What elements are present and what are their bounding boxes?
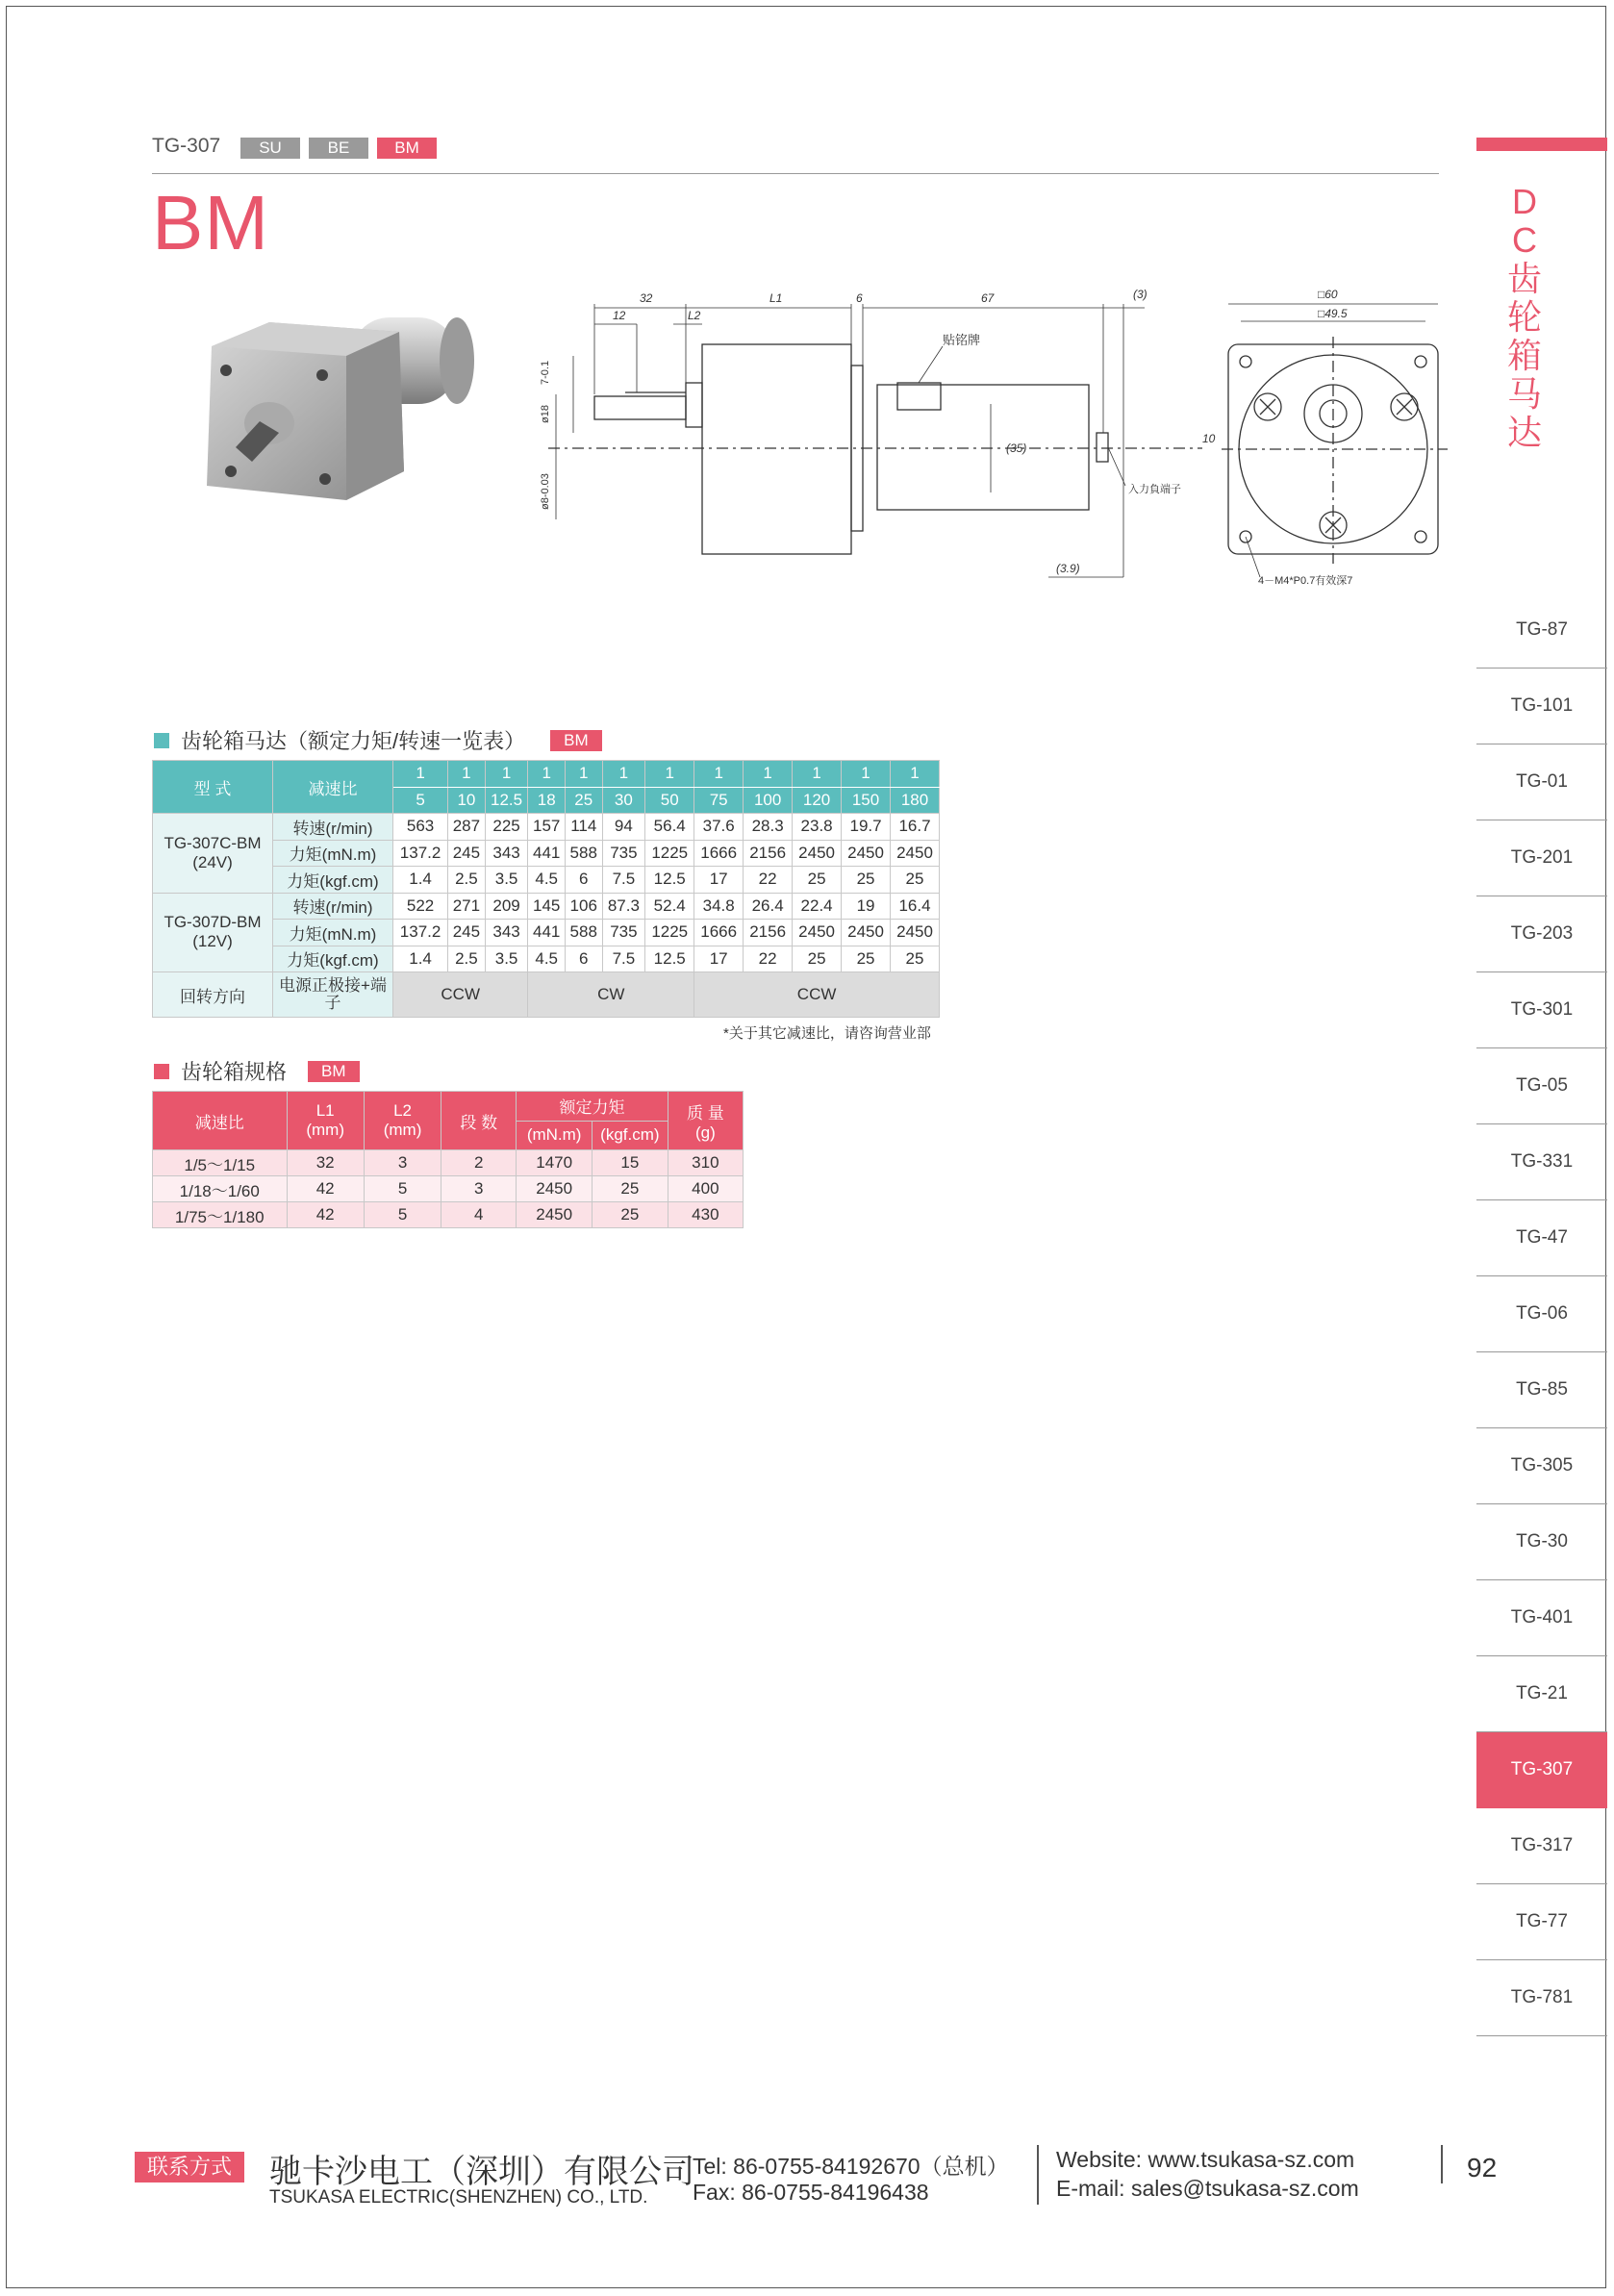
- spec-cell: 310: [668, 1150, 743, 1176]
- side-nav-item[interactable]: TG-01: [1476, 744, 1607, 820]
- col-mass: [668, 1092, 743, 1150]
- value-cell: 16.7: [891, 814, 940, 841]
- motor-end: [440, 317, 474, 404]
- page-title: BM: [152, 180, 269, 265]
- spec-cell: 1/18～1/60: [153, 1176, 288, 1202]
- spec-cell: 5: [364, 1202, 441, 1228]
- row-label: 转速(r/min): [273, 893, 393, 920]
- dim-3: (3): [1133, 288, 1147, 301]
- nameplate-label: 贴铭牌: [943, 333, 981, 347]
- side-title-char: 齿: [1506, 259, 1542, 298]
- value-cell: 735: [602, 840, 645, 867]
- direction-value: CCW: [694, 972, 940, 1018]
- shaft-tol-label: 7-0.1: [540, 360, 551, 385]
- value-cell: 25: [842, 867, 891, 894]
- cross-marks: [1260, 399, 1412, 533]
- spec-cell: 3: [364, 1150, 441, 1176]
- ratio-denominator: 180: [891, 787, 940, 814]
- spec-cell: 25: [592, 1202, 668, 1228]
- side-nav-item[interactable]: TG-05: [1476, 1048, 1607, 1124]
- dim-12: 12: [613, 309, 626, 322]
- value-cell: 12.5: [645, 946, 694, 972]
- value-cell: 145: [528, 893, 566, 920]
- side-nav-item[interactable]: TG-201: [1476, 820, 1607, 896]
- table-note: *关于其它减速比，请咨询营业部: [723, 1025, 931, 1042]
- side-nav-item[interactable]: TG-305: [1476, 1428, 1607, 1504]
- side-nav-item[interactable]: TG-87: [1476, 593, 1607, 669]
- value-cell: 271: [448, 893, 486, 920]
- spec-cell: 15: [592, 1150, 668, 1176]
- section-title-spec: [154, 1056, 360, 1086]
- col-torque: 额定力矩: [517, 1092, 668, 1122]
- tel: Tel: 86-0755-84192670（总机）: [693, 2154, 1009, 2179]
- section-title-text: 齿轮箱马达（额定力矩/转速一览表）: [181, 729, 526, 753]
- value-cell: 1225: [645, 920, 694, 946]
- value-cell: 25: [842, 946, 891, 972]
- dim-35: (35): [1006, 442, 1027, 455]
- value-cell: 137.2: [393, 920, 448, 946]
- screw-hole-icon: [225, 466, 237, 477]
- value-cell: 1666: [694, 920, 744, 946]
- spec-cell: 1/5～1/15: [153, 1150, 288, 1176]
- side-title: [1505, 183, 1544, 452]
- mount-hole-icon: [1415, 531, 1426, 542]
- spec-cell: 2: [441, 1150, 517, 1176]
- direction-value: CW: [528, 972, 694, 1018]
- ratio-numerator: 1: [528, 761, 566, 788]
- side-nav-item[interactable]: TG-401: [1476, 1580, 1607, 1656]
- spec-cell: 2450: [517, 1202, 593, 1228]
- value-cell: 1666: [694, 840, 744, 867]
- value-cell: 2.5: [448, 867, 486, 894]
- leader-line: [1246, 537, 1260, 577]
- ratio-denominator: 75: [694, 787, 744, 814]
- value-cell: 4.5: [528, 946, 566, 972]
- col-torque-mn: (mN.m): [517, 1121, 593, 1150]
- section-square-icon: [154, 1064, 169, 1079]
- value-cell: 22: [744, 946, 793, 972]
- technical-drawing: [529, 279, 1452, 596]
- model-name: TG-307C-BM: [164, 833, 262, 852]
- col-stages: 段 数: [441, 1092, 517, 1150]
- value-cell: 588: [565, 840, 602, 867]
- ratio-denominator: 12.5: [485, 787, 528, 814]
- col-l1-unit: (mm): [306, 1121, 345, 1139]
- dim-sq60: □60: [1318, 288, 1338, 301]
- value-cell: 22: [744, 867, 793, 894]
- spec-cell: 5: [364, 1176, 441, 1202]
- value-cell: 245: [448, 840, 486, 867]
- spec-cell: 1470: [517, 1150, 593, 1176]
- value-cell: 6: [565, 867, 602, 894]
- model-name: TG-307D-BM: [164, 913, 262, 932]
- value-cell: 441: [528, 920, 566, 946]
- value-cell: 1.4: [393, 867, 448, 894]
- shaft-out-label: ø8-0.03: [540, 473, 551, 510]
- side-title-char: 轮: [1506, 297, 1542, 337]
- value-cell: 2.5: [448, 946, 486, 972]
- model-voltage: (24V): [192, 852, 233, 871]
- header-rule: [152, 173, 1439, 174]
- col-l2-name: L2: [393, 1101, 413, 1120]
- screw-hole-icon: [220, 365, 232, 376]
- value-cell: 2156: [744, 920, 793, 946]
- tag-bm: BM: [377, 138, 437, 159]
- email[interactable]: E-mail: sales@tsukasa-sz.com: [1056, 2176, 1359, 2201]
- ratio-denominator: 10: [448, 787, 486, 814]
- fax: Fax: 86-0755-84196438: [693, 2180, 929, 2205]
- mount-hole-icon: [1240, 356, 1251, 367]
- table-row: [153, 972, 940, 1018]
- section-title-rating: [154, 725, 602, 755]
- col-ratio: 减速比: [273, 761, 393, 814]
- side-title-char: 达: [1506, 413, 1542, 452]
- table-row: [153, 1150, 744, 1176]
- direction-label: 回转方向: [153, 972, 273, 1018]
- value-cell: 3.5: [485, 867, 528, 894]
- dim-10: 10: [1202, 432, 1216, 445]
- value-cell: 2450: [842, 840, 891, 867]
- value-cell: 7.5: [602, 946, 645, 972]
- side-nav-item[interactable]: TG-781: [1476, 1960, 1607, 2036]
- motor-outline: [877, 385, 1089, 510]
- value-cell: 37.6: [694, 814, 744, 841]
- side-nav-item[interactable]: TG-317: [1476, 1808, 1607, 1884]
- value-cell: 287: [448, 814, 486, 841]
- spec-cell: 4: [441, 1202, 517, 1228]
- shaft-dia-label: ø18: [540, 405, 551, 423]
- spec-cell: 42: [287, 1202, 364, 1228]
- side-nav-item[interactable]: TG-101: [1476, 669, 1607, 744]
- gearbox-outline: [702, 344, 851, 554]
- value-cell: 22.4: [793, 893, 842, 920]
- side-nav: [1476, 593, 1607, 2036]
- value-cell: 16.4: [891, 893, 940, 920]
- terminal-label: 入力負端子: [1128, 484, 1181, 495]
- value-cell: 563: [393, 814, 448, 841]
- col-l1: [287, 1092, 364, 1150]
- value-cell: 137.2: [393, 840, 448, 867]
- company-cn: 驰卡沙电工（深圳）有限公司: [269, 2154, 694, 2190]
- side-nav-item[interactable]: TG-85: [1476, 1352, 1607, 1428]
- model-cell: [153, 893, 273, 972]
- value-cell: 2450: [891, 840, 940, 867]
- model-voltage: (12V): [192, 932, 233, 951]
- ratio-numerator: 1: [448, 761, 486, 788]
- spec-cell: 1/75～1/180: [153, 1202, 288, 1228]
- side-nav-item[interactable]: TG-301: [1476, 972, 1607, 1048]
- gearbox-side: [346, 332, 404, 500]
- section-tag: BM: [308, 1061, 360, 1082]
- value-cell: 735: [602, 920, 645, 946]
- value-cell: 2450: [842, 920, 891, 946]
- terminal-outline: [1097, 433, 1108, 462]
- dim-l1: L1: [769, 291, 783, 305]
- direction-condition: 电源正极接+端子: [273, 972, 393, 1018]
- ratio-denominator: 18: [528, 787, 566, 814]
- value-cell: 588: [565, 920, 602, 946]
- ratio-numerator: 1: [565, 761, 602, 788]
- leader-line: [919, 346, 943, 383]
- value-cell: 23.8: [793, 814, 842, 841]
- row-label: 力矩(kgf.cm): [273, 946, 393, 972]
- col-l2-unit: (mm): [383, 1121, 422, 1139]
- mount-hole-icon: [1415, 356, 1426, 367]
- ratio-denominator: 5: [393, 787, 448, 814]
- tag-be: BE: [309, 138, 368, 159]
- ratio-denominator: 50: [645, 787, 694, 814]
- spec-cell: 3: [441, 1176, 517, 1202]
- row-label: 力矩(kgf.cm): [273, 867, 393, 894]
- value-cell: 1.4: [393, 946, 448, 972]
- spec-cell: 400: [668, 1176, 743, 1202]
- direction-value: CCW: [393, 972, 528, 1018]
- section-title-text: 齿轮箱规格: [181, 1060, 288, 1084]
- value-cell: 3.5: [485, 946, 528, 972]
- screw-label: 4－M4*P0.7有效深7: [1258, 575, 1353, 587]
- col-mass-unit: (g): [694, 1123, 716, 1142]
- value-cell: 52.4: [645, 893, 694, 920]
- value-cell: 2450: [891, 920, 940, 946]
- value-cell: 4.5: [528, 867, 566, 894]
- value-cell: 7.5: [602, 867, 645, 894]
- col-torque-kgf: (kgf.cm): [592, 1121, 668, 1150]
- section-square-icon: [154, 733, 169, 748]
- side-nav-item[interactable]: TG-77: [1476, 1884, 1607, 1960]
- table-row: [153, 1202, 744, 1228]
- value-cell: 2450: [793, 840, 842, 867]
- ratio-numerator: 1: [744, 761, 793, 788]
- value-cell: 12.5: [645, 867, 694, 894]
- side-nav-item[interactable]: TG-331: [1476, 1124, 1607, 1200]
- shaft-collar: [686, 383, 702, 427]
- value-cell: 56.4: [645, 814, 694, 841]
- value-cell: 114: [565, 814, 602, 841]
- value-cell: 25: [891, 946, 940, 972]
- value-cell: 1225: [645, 840, 694, 867]
- value-cell: 19.7: [842, 814, 891, 841]
- spec-cell: 430: [668, 1202, 743, 1228]
- value-cell: 94: [602, 814, 645, 841]
- col-l2: [364, 1092, 441, 1150]
- value-cell: 441: [528, 840, 566, 867]
- value-cell: 34.8: [694, 893, 744, 920]
- side-title-char: C: [1512, 220, 1537, 260]
- side-nav-item[interactable]: TG-21: [1476, 1656, 1607, 1732]
- value-cell: 28.3: [744, 814, 793, 841]
- rating-table: [152, 760, 940, 1018]
- footer-separator: [1441, 2145, 1443, 2183]
- side-nav-item[interactable]: TG-307: [1476, 1732, 1607, 1808]
- model-cell: [153, 814, 273, 894]
- ratio-denominator: 150: [842, 787, 891, 814]
- ratio-numerator: 1: [645, 761, 694, 788]
- side-title-char: 马: [1506, 374, 1542, 414]
- value-cell: 6: [565, 946, 602, 972]
- side-title-char: 箱: [1506, 336, 1542, 375]
- side-nav-item[interactable]: TG-203: [1476, 896, 1607, 972]
- value-cell: 106: [565, 893, 602, 920]
- ratio-denominator: 100: [744, 787, 793, 814]
- spec-table: [152, 1091, 744, 1228]
- side-title-char: D: [1512, 182, 1537, 221]
- product-photo: [183, 279, 491, 529]
- row-label: 转速(r/min): [273, 814, 393, 841]
- value-cell: 25: [793, 946, 842, 972]
- ratio-numerator: 1: [793, 761, 842, 788]
- side-nav-item[interactable]: TG-06: [1476, 1276, 1607, 1352]
- ratio-numerator: 1: [602, 761, 645, 788]
- page-number: 92: [1467, 2153, 1498, 2182]
- value-cell: 245: [448, 920, 486, 946]
- row-label: 力矩(mN.m): [273, 840, 393, 867]
- col-mass-name: 质 量: [686, 1103, 724, 1123]
- ratio-numerator: 1: [485, 761, 528, 788]
- ratio-numerator: 1: [694, 761, 744, 788]
- shaft-outline: [594, 396, 686, 419]
- value-cell: 343: [485, 920, 528, 946]
- table-row: [153, 814, 940, 841]
- col-l1-name: L1: [315, 1101, 335, 1120]
- value-cell: 17: [694, 867, 744, 894]
- contact-tag: 联系方式: [135, 2152, 244, 2182]
- spec-cell: 2450: [517, 1176, 593, 1202]
- value-cell: 87.3: [602, 893, 645, 920]
- tag-su: SU: [240, 138, 300, 159]
- table-row: [153, 893, 940, 920]
- value-cell: 25: [891, 867, 940, 894]
- company-en: TSUKASA ELECTRIC(SHENZHEN) CO., LTD.: [269, 2187, 648, 2208]
- screw-hole-icon: [316, 369, 328, 381]
- ratio-numerator: 1: [393, 761, 448, 788]
- table-row: [153, 1176, 744, 1202]
- dim-sq495: □49.5: [1318, 307, 1348, 320]
- value-cell: 26.4: [744, 893, 793, 920]
- section-tag: BM: [550, 730, 602, 751]
- ratio-denominator: 30: [602, 787, 645, 814]
- value-cell: 157: [528, 814, 566, 841]
- screw-hole-icon: [319, 473, 331, 485]
- ratio-numerator: 1: [842, 761, 891, 788]
- row-label: 力矩(mN.m): [273, 920, 393, 946]
- value-cell: 343: [485, 840, 528, 867]
- leader-line: [1108, 447, 1125, 486]
- dim-32: 32: [640, 291, 653, 305]
- value-cell: 25: [793, 867, 842, 894]
- value-cell: 209: [485, 893, 528, 920]
- ratio-denominator: 25: [565, 787, 602, 814]
- side-nav-item[interactable]: TG-30: [1476, 1504, 1607, 1580]
- spec-cell: 42: [287, 1176, 364, 1202]
- side-accent-bar: [1476, 138, 1607, 151]
- col-ratio: 减速比: [153, 1092, 288, 1150]
- spec-cell: 32: [287, 1150, 364, 1176]
- footer-separator: [1037, 2145, 1039, 2205]
- col-model: 型 式: [153, 761, 273, 814]
- dim-6: 6: [856, 291, 863, 305]
- value-cell: 225: [485, 814, 528, 841]
- side-nav-item[interactable]: TG-47: [1476, 1200, 1607, 1276]
- nameplate-outline: [897, 383, 941, 410]
- value-cell: 2156: [744, 840, 793, 867]
- website[interactable]: Website: www.tsukasa-sz.com: [1056, 2147, 1355, 2172]
- ratio-denominator: 120: [793, 787, 842, 814]
- value-cell: 522: [393, 893, 448, 920]
- header-code: TG-307: [152, 135, 221, 157]
- dim-l2: L2: [688, 309, 701, 322]
- spec-cell: 25: [592, 1176, 668, 1202]
- value-cell: 19: [842, 893, 891, 920]
- value-cell: 2450: [793, 920, 842, 946]
- value-cell: 17: [694, 946, 744, 972]
- ratio-numerator: 1: [891, 761, 940, 788]
- dim-67: 67: [981, 291, 995, 305]
- dim-39: (3.9): [1056, 562, 1080, 575]
